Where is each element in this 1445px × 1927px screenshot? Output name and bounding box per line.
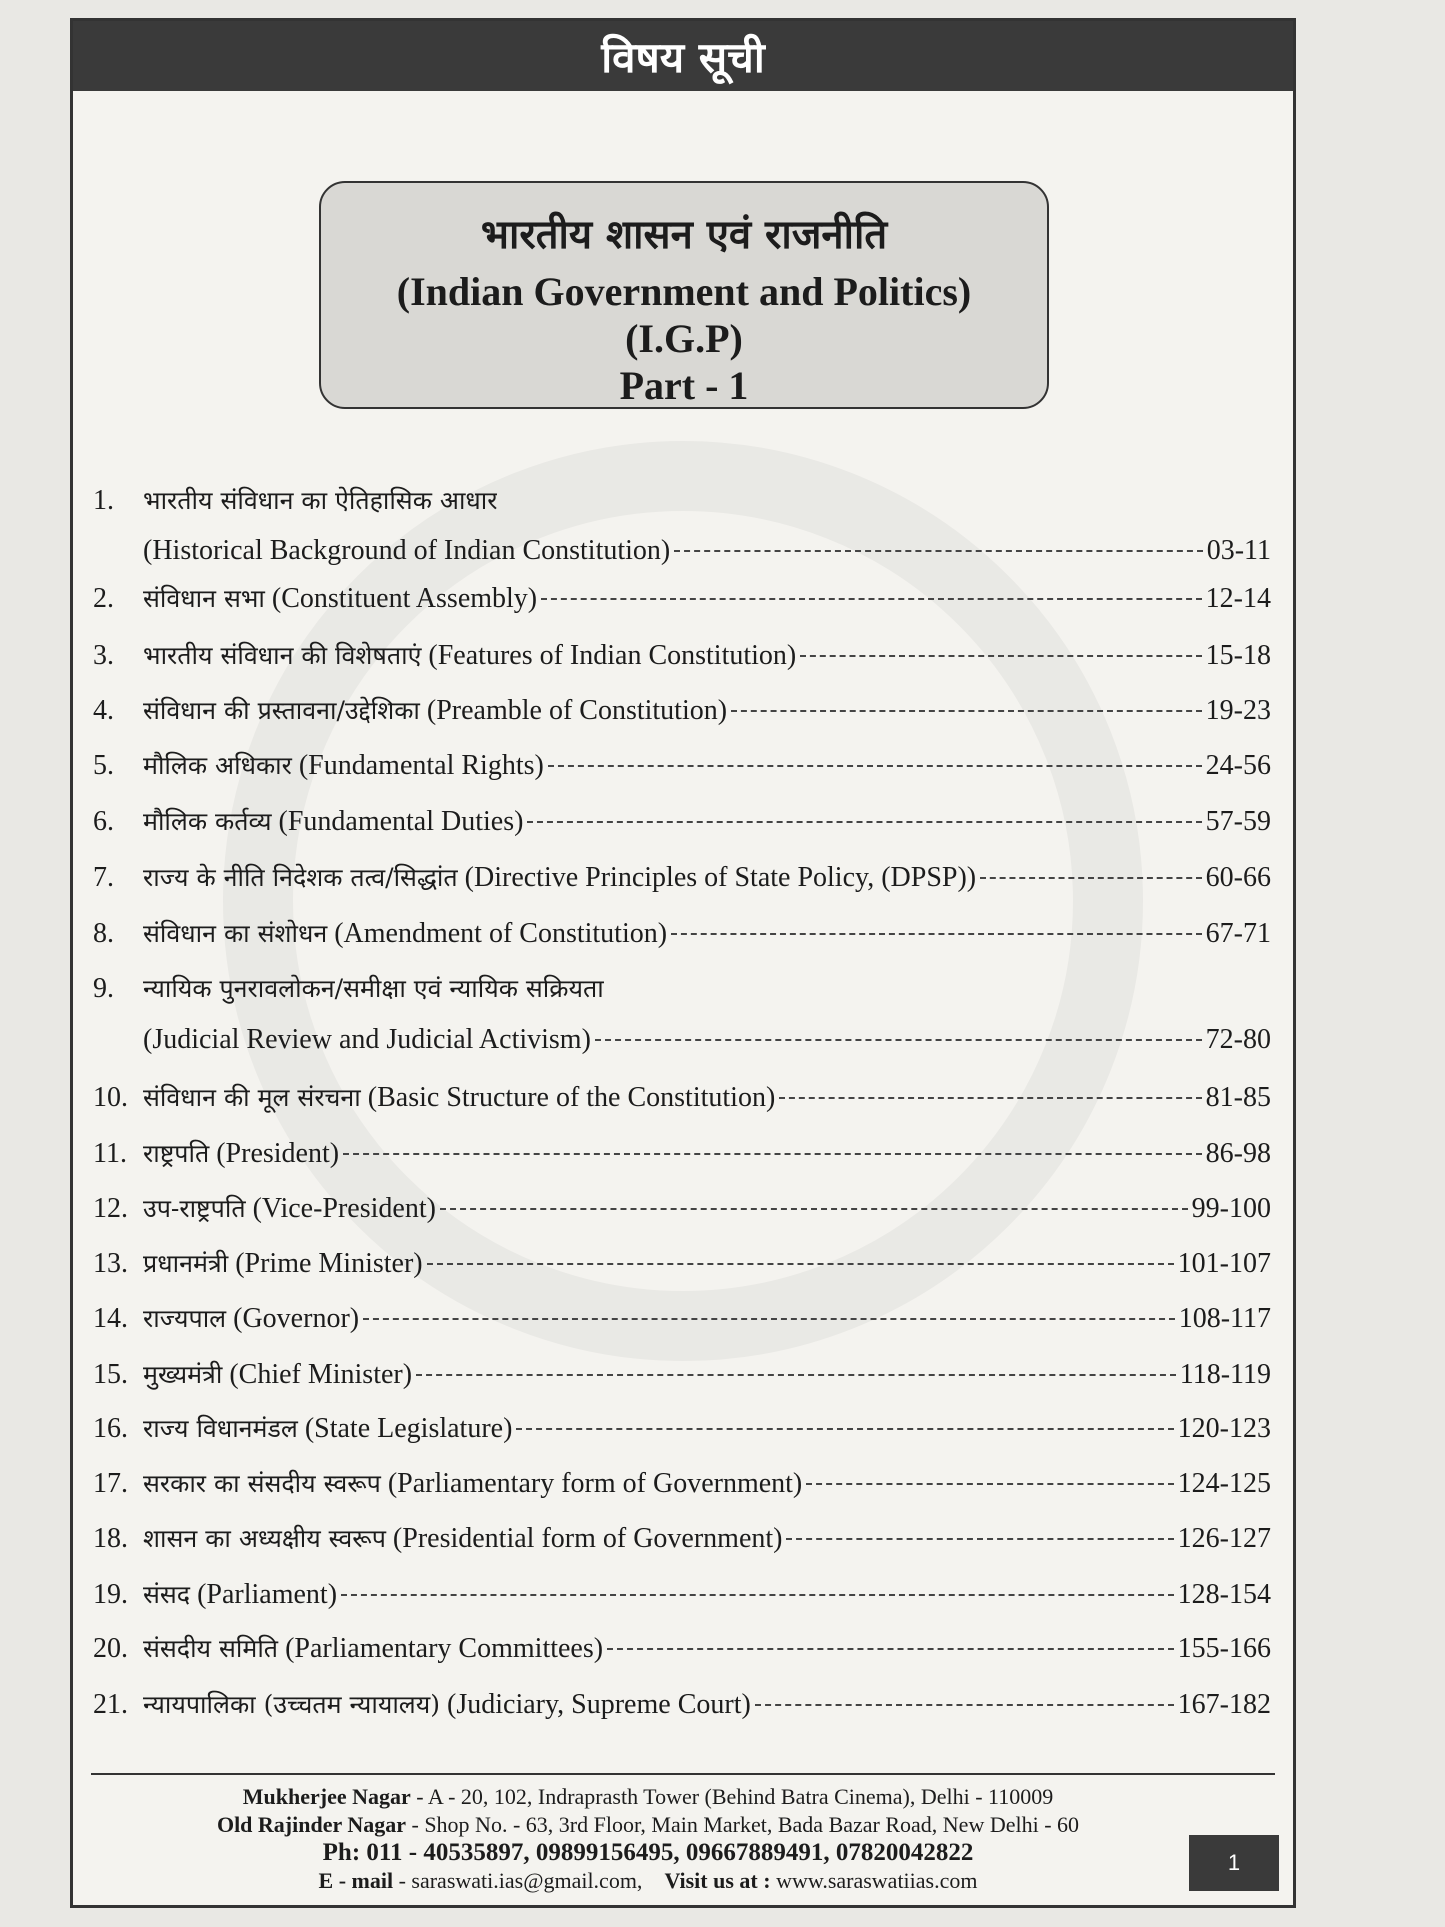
toc-leader-dashes [416, 1374, 1176, 1376]
book-title-part: Part - 1 [619, 363, 749, 408]
toc-entry-title-english: (Directive Principles of State Policy, (DPSP)) [464, 862, 977, 893]
toc-entry-pages: 19-23 [1205, 695, 1271, 726]
toc-entry-title-english: (Chief Minister) [229, 1359, 413, 1390]
toc-leader-dashes [527, 821, 1201, 823]
toc-entry-title [143, 1301, 359, 1335]
toc-leader-dashes [800, 655, 1201, 657]
toc-entry-number: 8. [93, 918, 114, 949]
toc-entry-title-hindi: राष्ट्रपति [143, 1139, 210, 1168]
toc-entry-title-english: (State Legislature) [304, 1413, 513, 1444]
toc-entry-pages: 12-14 [1205, 583, 1271, 614]
document-page [70, 18, 1296, 1908]
toc-entry-number: 20. [93, 1633, 128, 1664]
toc-entry-title-english: (Amendment of Constitution) [334, 918, 668, 949]
toc-entry-title-english: (Parliamentary Committees) [285, 1633, 604, 1664]
toc-entry-title [143, 1466, 802, 1500]
toc-entry-title-english: (Judicial Review and Judicial Activism) [143, 1024, 591, 1055]
toc-entry-number: 21. [93, 1689, 128, 1720]
toc-entry [93, 535, 1271, 567]
toc-entry-title [143, 693, 727, 727]
toc-entry-pages: 167-182 [1177, 1689, 1271, 1720]
toc-entry-title-english: (Basic Structure of the Constitution) [367, 1082, 776, 1113]
toc-leader-dashes [607, 1648, 1174, 1650]
toc-leader-dashes [806, 1483, 1173, 1485]
toc-entry-title [143, 1411, 512, 1445]
toc-entry-number: 2. [93, 583, 114, 614]
toc-entry [93, 1024, 1271, 1056]
toc-entry-title [143, 1357, 412, 1391]
toc-entry-title-hindi: संविधान का संशोधन [143, 919, 328, 948]
toc-entry [93, 1301, 1271, 1335]
toc-entry-number: 12. [93, 1193, 128, 1224]
toc-entry-title-english: (Historical Background of Indian Constitution) [143, 535, 671, 566]
toc-entry-title [143, 1024, 591, 1056]
toc-entry-pages: 15-18 [1205, 640, 1271, 671]
toc-entry-title [143, 1136, 339, 1170]
toc-entry [93, 748, 1271, 782]
toc-entry [93, 1136, 1271, 1170]
toc-entry-pages: 101-107 [1177, 1248, 1271, 1279]
toc-leader-dashes [541, 598, 1202, 600]
toc-entry-number: 3. [93, 640, 114, 671]
toc-entry-number: 5. [93, 750, 114, 781]
toc-entry-title-english: (Vice-President) [252, 1193, 436, 1224]
toc-entry-pages: 24-56 [1205, 750, 1271, 781]
toc-leader-dashes [674, 550, 1202, 552]
toc-entry [93, 581, 1271, 615]
toc-entry-number: 18. [93, 1523, 128, 1554]
toc-entry-title-english: (Fundamental Rights) [298, 750, 544, 781]
toc-entry-pages: 99-100 [1191, 1193, 1271, 1224]
toc-entry-title-hindi: संविधान की मूल संरचना [143, 1083, 361, 1112]
toc-entry [93, 1521, 1271, 1555]
toc-leader-dashes [786, 1538, 1173, 1540]
toc-entry [93, 860, 1271, 894]
toc-entry-title [143, 483, 497, 517]
toc-entry-number: 4. [93, 695, 114, 726]
toc-entry-title-english: (Features of Indian Constitution) [428, 640, 797, 671]
toc-leader-dashes [440, 1208, 1188, 1210]
toc-entry [93, 804, 1271, 838]
toc-entry-title-hindi: भारतीय संविधान का ऐतिहासिक आधार [143, 486, 498, 515]
toc-entry-pages: 67-71 [1205, 918, 1271, 949]
toc-entry-number: 13. [93, 1248, 128, 1279]
toc-entry-title-english: (Preamble of Constitution) [426, 695, 728, 726]
toc-entry-pages: 128-154 [1177, 1579, 1271, 1610]
toc-entry-title [143, 1521, 782, 1555]
book-title-hindi: भारतीय शासन एवं राजनीति [480, 211, 888, 258]
toc-entry-title-hindi: मौलिक अधिकार [143, 751, 292, 780]
toc-entry-title-hindi: प्रधानमंत्री [143, 1249, 229, 1278]
toc-entry-title [143, 535, 670, 567]
page-number: 1 [1189, 1835, 1279, 1891]
toc-entry-title-hindi: सरकार का संसदीय स्वरूप [143, 1469, 381, 1498]
toc-entry-pages: 03-11 [1206, 535, 1271, 566]
toc-entry-pages: 86-98 [1205, 1138, 1271, 1169]
toc-entry-pages: 72-80 [1205, 1024, 1271, 1055]
toc-entry-number: 7. [93, 862, 114, 893]
toc-entry-title-english: (Governor) [233, 1303, 360, 1334]
toc-entry-title-hindi: राज्यपाल [143, 1304, 227, 1333]
book-title-abbr: (I.G.P) [625, 316, 743, 361]
toc-entry-number: 16. [93, 1413, 128, 1444]
toc-entry-title [143, 1687, 751, 1721]
toc-entry-title-hindi: राज्य विधानमंडल [143, 1414, 298, 1443]
toc-leader-dashes [731, 710, 1202, 712]
toc-entry-title-hindi: न्यायिक पुनरावलोकन/समीक्षा एवं न्यायिक सक्रियता [143, 974, 604, 1003]
toc-entry-title [143, 1631, 603, 1665]
toc-entry [93, 638, 1271, 672]
toc-leader-dashes [341, 1594, 1174, 1596]
toc-entry [93, 1191, 1271, 1225]
toc-entry-number: 11. [93, 1138, 127, 1169]
toc-entry [93, 916, 1271, 950]
toc-entry-pages: 118-119 [1179, 1359, 1271, 1390]
toc-entry-title-hindi: संसद [143, 1580, 191, 1609]
toc-entry-title [143, 916, 667, 950]
footer-divider [91, 1773, 1275, 1775]
toc-entry-number: 9. [93, 973, 114, 1004]
toc-entry-title [143, 971, 604, 1005]
toc-entry-number: 19. [93, 1579, 128, 1610]
toc-entry [93, 1357, 1271, 1391]
toc-entry-title-english: (Parliamentary form of Government) [387, 1468, 803, 1499]
contents-title: विषय सूची [601, 32, 765, 82]
toc-entry-pages: 124-125 [1177, 1468, 1271, 1499]
toc-entry-title [143, 1080, 775, 1114]
toc-entry [93, 1411, 1271, 1445]
toc-entry-number: 10. [93, 1082, 128, 1113]
toc-leader-dashes [427, 1263, 1174, 1265]
footer-contact: E - mail - saraswati.ias@gmail.com, Visit us at : www.saraswatiias.com [318, 1868, 978, 1893]
toc-entry-pages: 57-59 [1205, 806, 1271, 837]
toc-entry-title-english: (President) [216, 1138, 340, 1169]
toc-entry-title [143, 638, 796, 672]
toc-entry-title-hindi: उप-राष्ट्रपति [143, 1194, 246, 1223]
toc-entry [93, 1466, 1271, 1500]
toc-entry-title-english: (Prime Minister) [235, 1248, 423, 1279]
book-title-english: (Indian Government and Politics) [396, 269, 972, 314]
footer-address-block [133, 1783, 1163, 1895]
toc-entry-title-hindi: शासन का अध्यक्षीय स्वरूप [143, 1524, 386, 1553]
toc-entry-title-hindi: भारतीय संविधान की विशेषताएं [143, 641, 422, 670]
toc-leader-dashes [595, 1039, 1202, 1041]
toc-entry [93, 971, 1271, 1005]
toc-entry-title-hindi: मुख्यमंत्री [143, 1360, 223, 1389]
toc-entry-number: 17. [93, 1468, 128, 1499]
toc-entry-title-hindi: न्यायपालिका (उच्चतम न्यायालय) [143, 1690, 441, 1719]
toc-entry-title [143, 1246, 423, 1280]
footer-phone: Ph: 011 - 40535897, 09899156495, 09667889491, 07820042822 [322, 1839, 974, 1866]
toc-entry [93, 1246, 1271, 1280]
toc-entry-pages: 120-123 [1177, 1413, 1271, 1444]
toc-entry-title-hindi: संसदीय समिति [143, 1634, 279, 1663]
toc-entry-title-english: (Constituent Assembly) [271, 583, 538, 614]
toc-entry-title-english: (Presidential form of Government) [392, 1523, 783, 1554]
toc-entry [93, 1631, 1271, 1665]
toc-leader-dashes [755, 1704, 1174, 1706]
toc-entry-title [143, 860, 976, 894]
toc-entry-title [143, 581, 537, 615]
toc-entry-number: 14. [93, 1303, 128, 1334]
toc-entry-title [143, 804, 523, 838]
toc-entry [93, 483, 1271, 517]
toc-entry-title [143, 748, 544, 782]
toc-leader-dashes [548, 765, 1202, 767]
toc-entry-title [143, 1191, 436, 1225]
toc-entry [93, 1577, 1271, 1611]
toc-entry-title-hindi: संविधान की प्रस्तावना/उद्देशिका [143, 696, 420, 725]
toc-entry-pages: 81-85 [1205, 1082, 1271, 1113]
toc-entry-number: 6. [93, 806, 114, 837]
table-of-contents [73, 21, 1293, 1905]
footer-line-2: Old Rajinder Nagar - Shop No. - 63, 3rd Floor, Main Market, Bada Bazar Road, New Delhi - 60 [216, 1812, 1080, 1837]
toc-leader-dashes [980, 877, 1202, 879]
toc-entry-title-hindi: संविधान सभा [143, 584, 265, 613]
toc-entry-title [143, 1577, 337, 1611]
toc-entry-number: 1. [93, 485, 114, 516]
toc-entry [93, 1080, 1271, 1114]
toc-entry-pages: 108-117 [1178, 1303, 1271, 1334]
toc-entry-pages: 126-127 [1177, 1523, 1271, 1554]
toc-leader-dashes [343, 1153, 1202, 1155]
toc-entry-pages: 155-166 [1177, 1633, 1271, 1664]
toc-entry-title-english: (Judiciary, Supreme Court) [447, 1689, 751, 1720]
toc-entry-number: 15. [93, 1359, 128, 1390]
toc-entry-title-hindi: मौलिक कर्तव्य [143, 807, 272, 836]
toc-entry-pages: 60-66 [1205, 862, 1271, 893]
toc-entry [93, 1687, 1271, 1721]
toc-leader-dashes [779, 1097, 1201, 1099]
footer-line-1: Mukherjee Nagar - A - 20, 102, Indraprasth Tower (Behind Batra Cinema), Delhi - 110009 [242, 1784, 1054, 1809]
toc-leader-dashes [671, 933, 1202, 935]
toc-entry [93, 693, 1271, 727]
toc-leader-dashes [363, 1318, 1175, 1320]
toc-leader-dashes [516, 1428, 1173, 1430]
toc-entry-title-english: (Parliament) [197, 1579, 338, 1610]
toc-entry-title-hindi: राज्य के नीति निदेशक तत्व/सिद्धांत [143, 863, 458, 892]
toc-entry-title-english: (Fundamental Duties) [278, 806, 524, 837]
